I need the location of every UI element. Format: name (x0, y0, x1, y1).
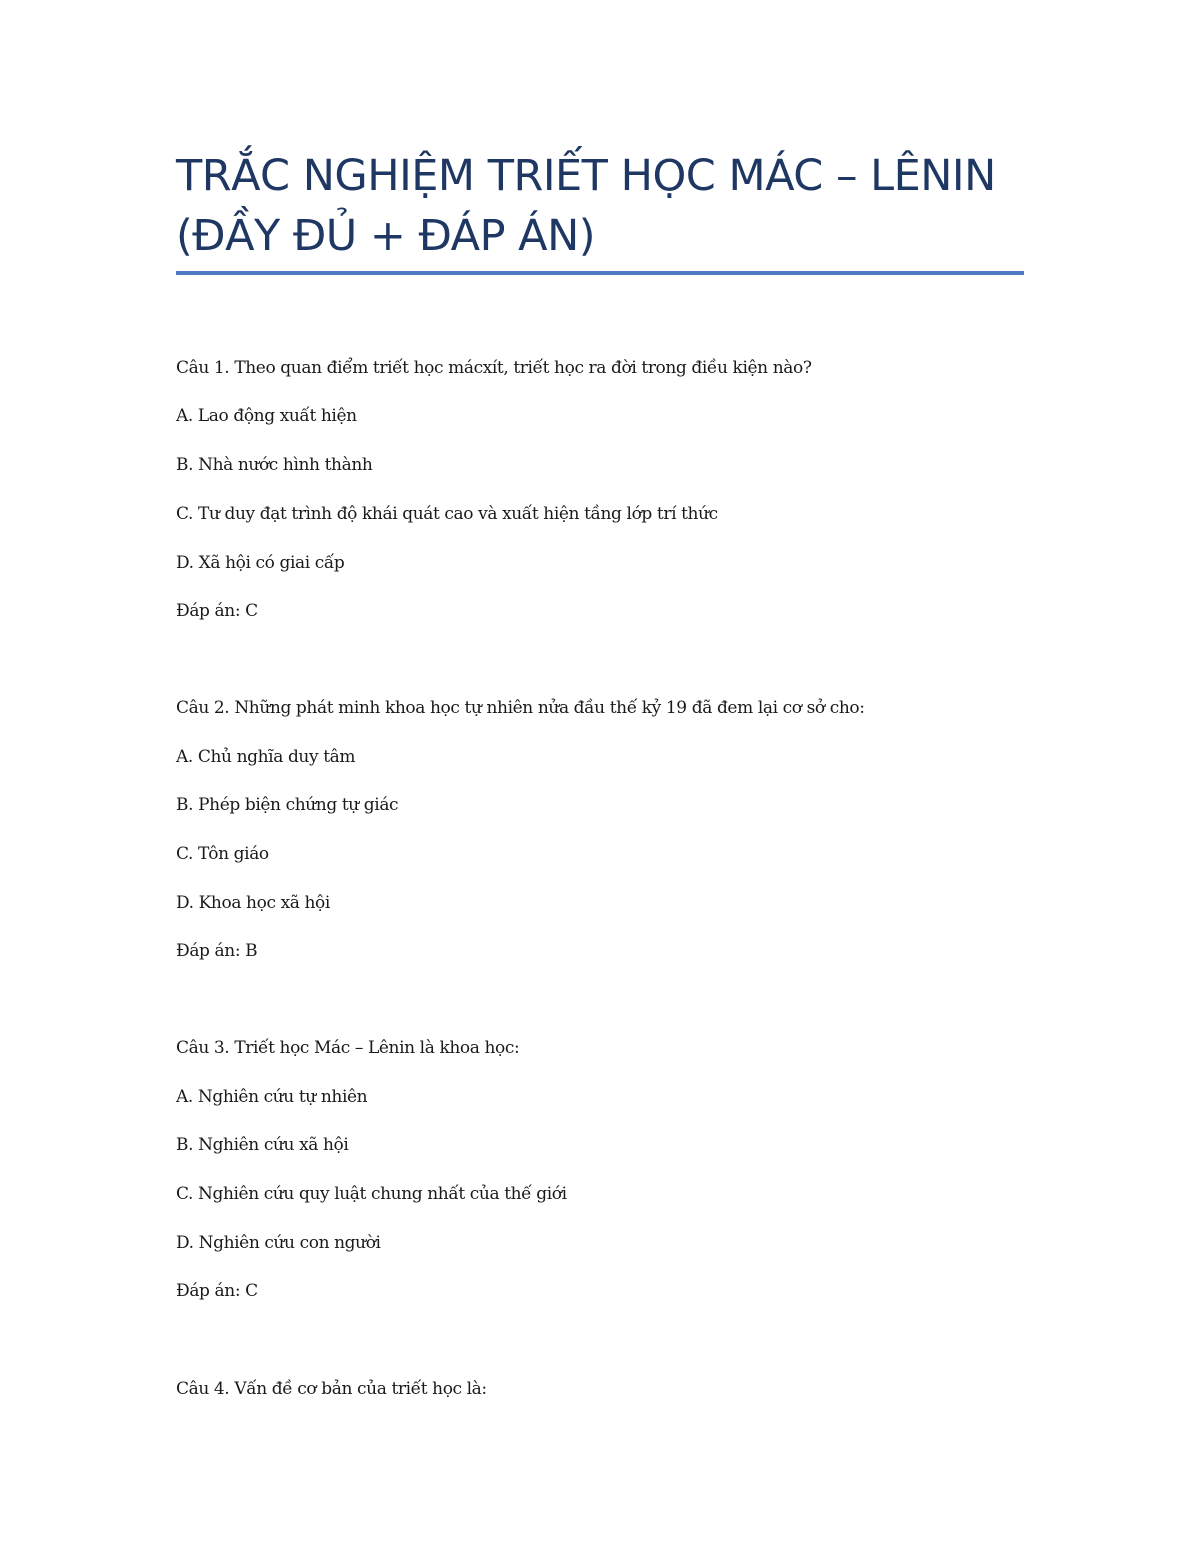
question-3-option-c: C. Nghiên cứu quy luật chung nhất của thế giới (176, 1184, 567, 1204)
title-line-2: (ĐẦY ĐỦ + ĐÁP ÁN) (176, 211, 596, 261)
question-1-text: Câu 1. Theo quan điểm triết học mácxít, triết học ra đời trong điều kiện nào? (176, 358, 812, 378)
question-1-option-a: A. Lao động xuất hiện (176, 406, 357, 426)
question-2-option-a: A. Chủ nghĩa duy tâm (176, 747, 356, 767)
question-3-option-a: A. Nghiên cứu tự nhiên (176, 1087, 368, 1107)
question-2-option-d: D. Khoa học xã hội (176, 893, 330, 913)
question-2-answer: Đáp án: B (176, 941, 258, 961)
document-title (176, 146, 1036, 266)
question-3-option-b: B. Nghiên cứu xã hội (176, 1135, 349, 1155)
question-3-text: Câu 3. Triết học Mác – Lênin là khoa học: (176, 1038, 520, 1058)
question-2-option-c: C. Tôn giáo (176, 844, 269, 864)
title-underline-divider (176, 271, 1024, 275)
question-1-answer: Đáp án: C (176, 601, 258, 621)
question-4-text: Câu 4. Vấn đề cơ bản của triết học là: (176, 1379, 487, 1399)
question-3-answer: Đáp án: C (176, 1281, 258, 1301)
question-1-option-b: B. Nhà nước hình thành (176, 455, 373, 475)
question-1-option-c: C. Tư duy đạt trình độ khái quát cao và xuất hiện tầng lớp trí thức (176, 504, 718, 524)
question-1-option-d: D. Xã hội có giai cấp (176, 553, 345, 573)
question-2-option-b: B. Phép biện chứng tự giác (176, 795, 399, 815)
question-3-option-d: D. Nghiên cứu con người (176, 1233, 381, 1253)
title-line-1: TRẮC NGHIỆM TRIẾT HỌC MÁC – LÊNIN (176, 151, 996, 201)
question-2-text: Câu 2. Những phát minh khoa học tự nhiên nửa đầu thế kỷ 19 đã đem lại cơ sở cho: (176, 698, 865, 718)
